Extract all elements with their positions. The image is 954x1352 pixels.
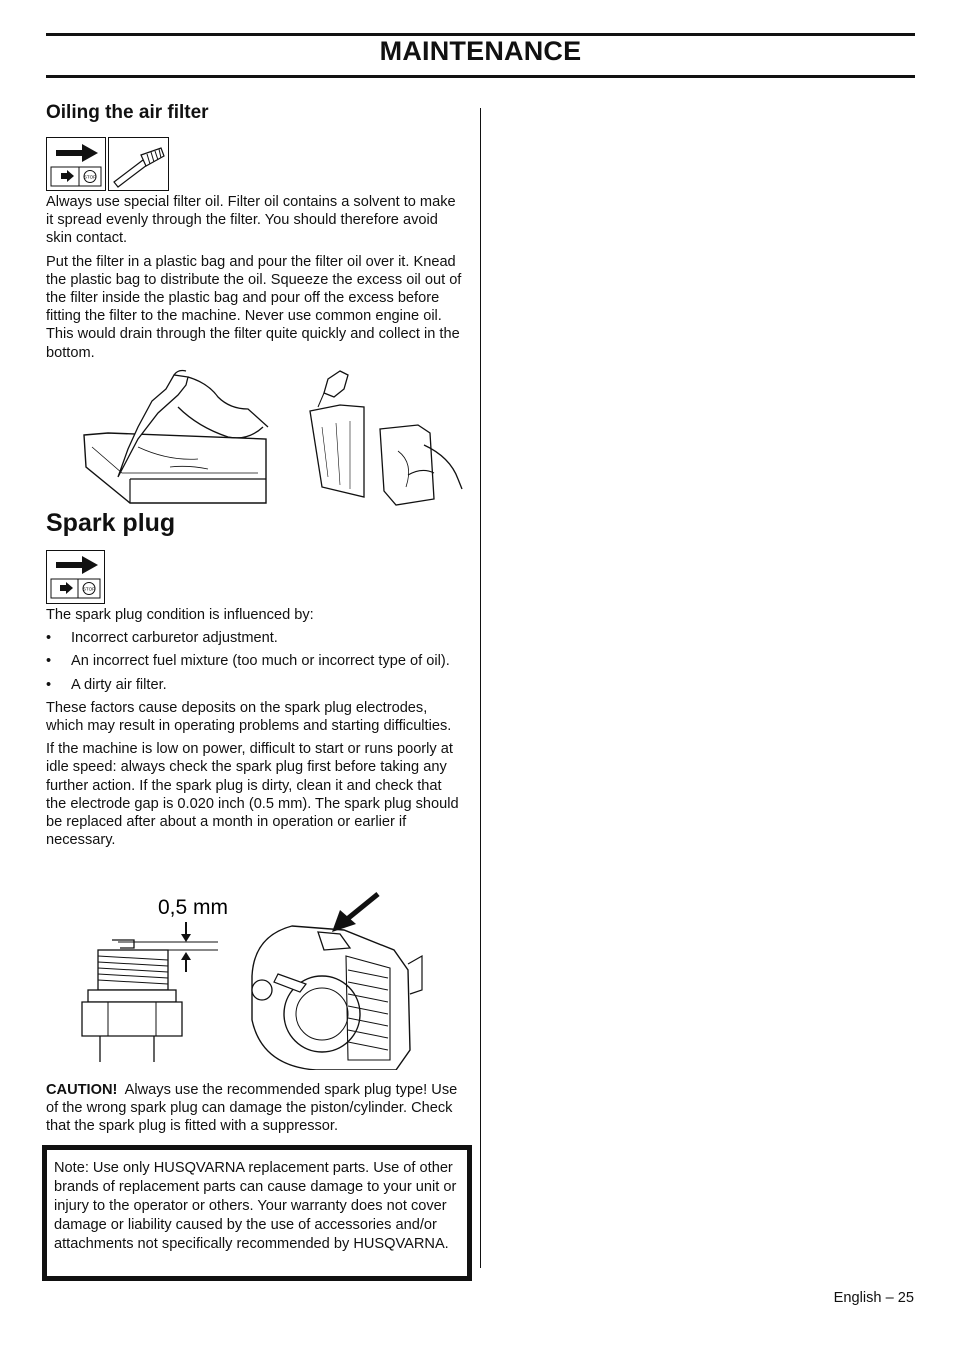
influence-list	[46, 629, 464, 694]
header-bottom-rule	[46, 75, 915, 78]
brush-symbol-box	[108, 137, 169, 191]
oiling-paragraph-1: Always use special filter oil. Filter oil contains a solvent to make it spread evenly through the filter. You should therefore avoid skin contact.	[46, 194, 456, 247]
engine-illustration	[252, 926, 422, 1070]
arrow-right-icon	[56, 556, 98, 574]
note-text: Note: Use only HUSQVARNA replacement parts. Use of other brands of replacement parts can cause damage to your unit or injury to the operator or others. Your warranty does not cover damage or liability caused by the use of accessories and/or attachments not specifically recommended by HUSQVARNA.	[54, 1160, 457, 1252]
caution-label: CAUTION!	[46, 1082, 118, 1098]
section-heading-spark-plug: Spark plug	[46, 509, 176, 537]
section-heading-oiling: Oiling the air filter	[46, 102, 209, 123]
brush-icon	[109, 138, 168, 190]
svg-text:STOP: STOP	[83, 174, 97, 180]
page-number: English – 25	[833, 1290, 914, 1306]
symbol-box-spark-plug	[46, 550, 105, 604]
page-title: MAINTENANCE	[379, 36, 582, 66]
caution-paragraph: CAUTION! Always use the recommended spark plug type! Use of the wrong spark plug can damage the piston/cylinder. Check that the spark plug is fitted with a suppressor.	[46, 1082, 458, 1135]
svg-text:STOP: STOP	[82, 586, 96, 592]
oiling-paragraph-2: Put the filter in a plastic bag and pour the filter oil over it. Knead the plastic bag to distribute the oil. Squeeze the excess oil out of the filter inside the plastic bag and pour off the excess before fitting the filter to the machine. Never use common engine oil. This would drain through the filter quite quickly and collect in the bottom.	[46, 253, 462, 361]
arrow-right-icon	[56, 144, 98, 162]
column-divider	[480, 108, 481, 1268]
spark-plug-intro: The spark plug condition is influenced by:	[46, 607, 314, 623]
list-item: • A dirty air filter.	[46, 676, 167, 693]
stop-icon	[83, 583, 95, 595]
stop-icon	[84, 171, 96, 183]
deposits-paragraph: These factors cause deposits on the spark plug electrodes, which may result in operating problems and starting difficulties.	[46, 699, 452, 735]
symbol-box-maintenance	[46, 137, 106, 191]
low-power-paragraph: If the machine is low on power, difficult to start or runs poorly at idle speed: always check the spark plug first before taking any further action. If the spark plug is dirty, clean it and check that the electrode gap is 0.020 inch (0.5 mm). The spark plug should be replaced after about a month in operation or earlier if necessary.	[46, 741, 459, 849]
list-item: • An incorrect fuel mixture (too much or incorrect type of oil).	[46, 653, 450, 670]
spark-plug-gap-illustration	[78, 890, 463, 1070]
gap-label: 0,5 mm	[158, 896, 229, 919]
note-box	[42, 1145, 472, 1281]
list-item: • Incorrect carburetor adjustment.	[46, 630, 278, 647]
filter-oiling-illustration	[78, 367, 463, 507]
